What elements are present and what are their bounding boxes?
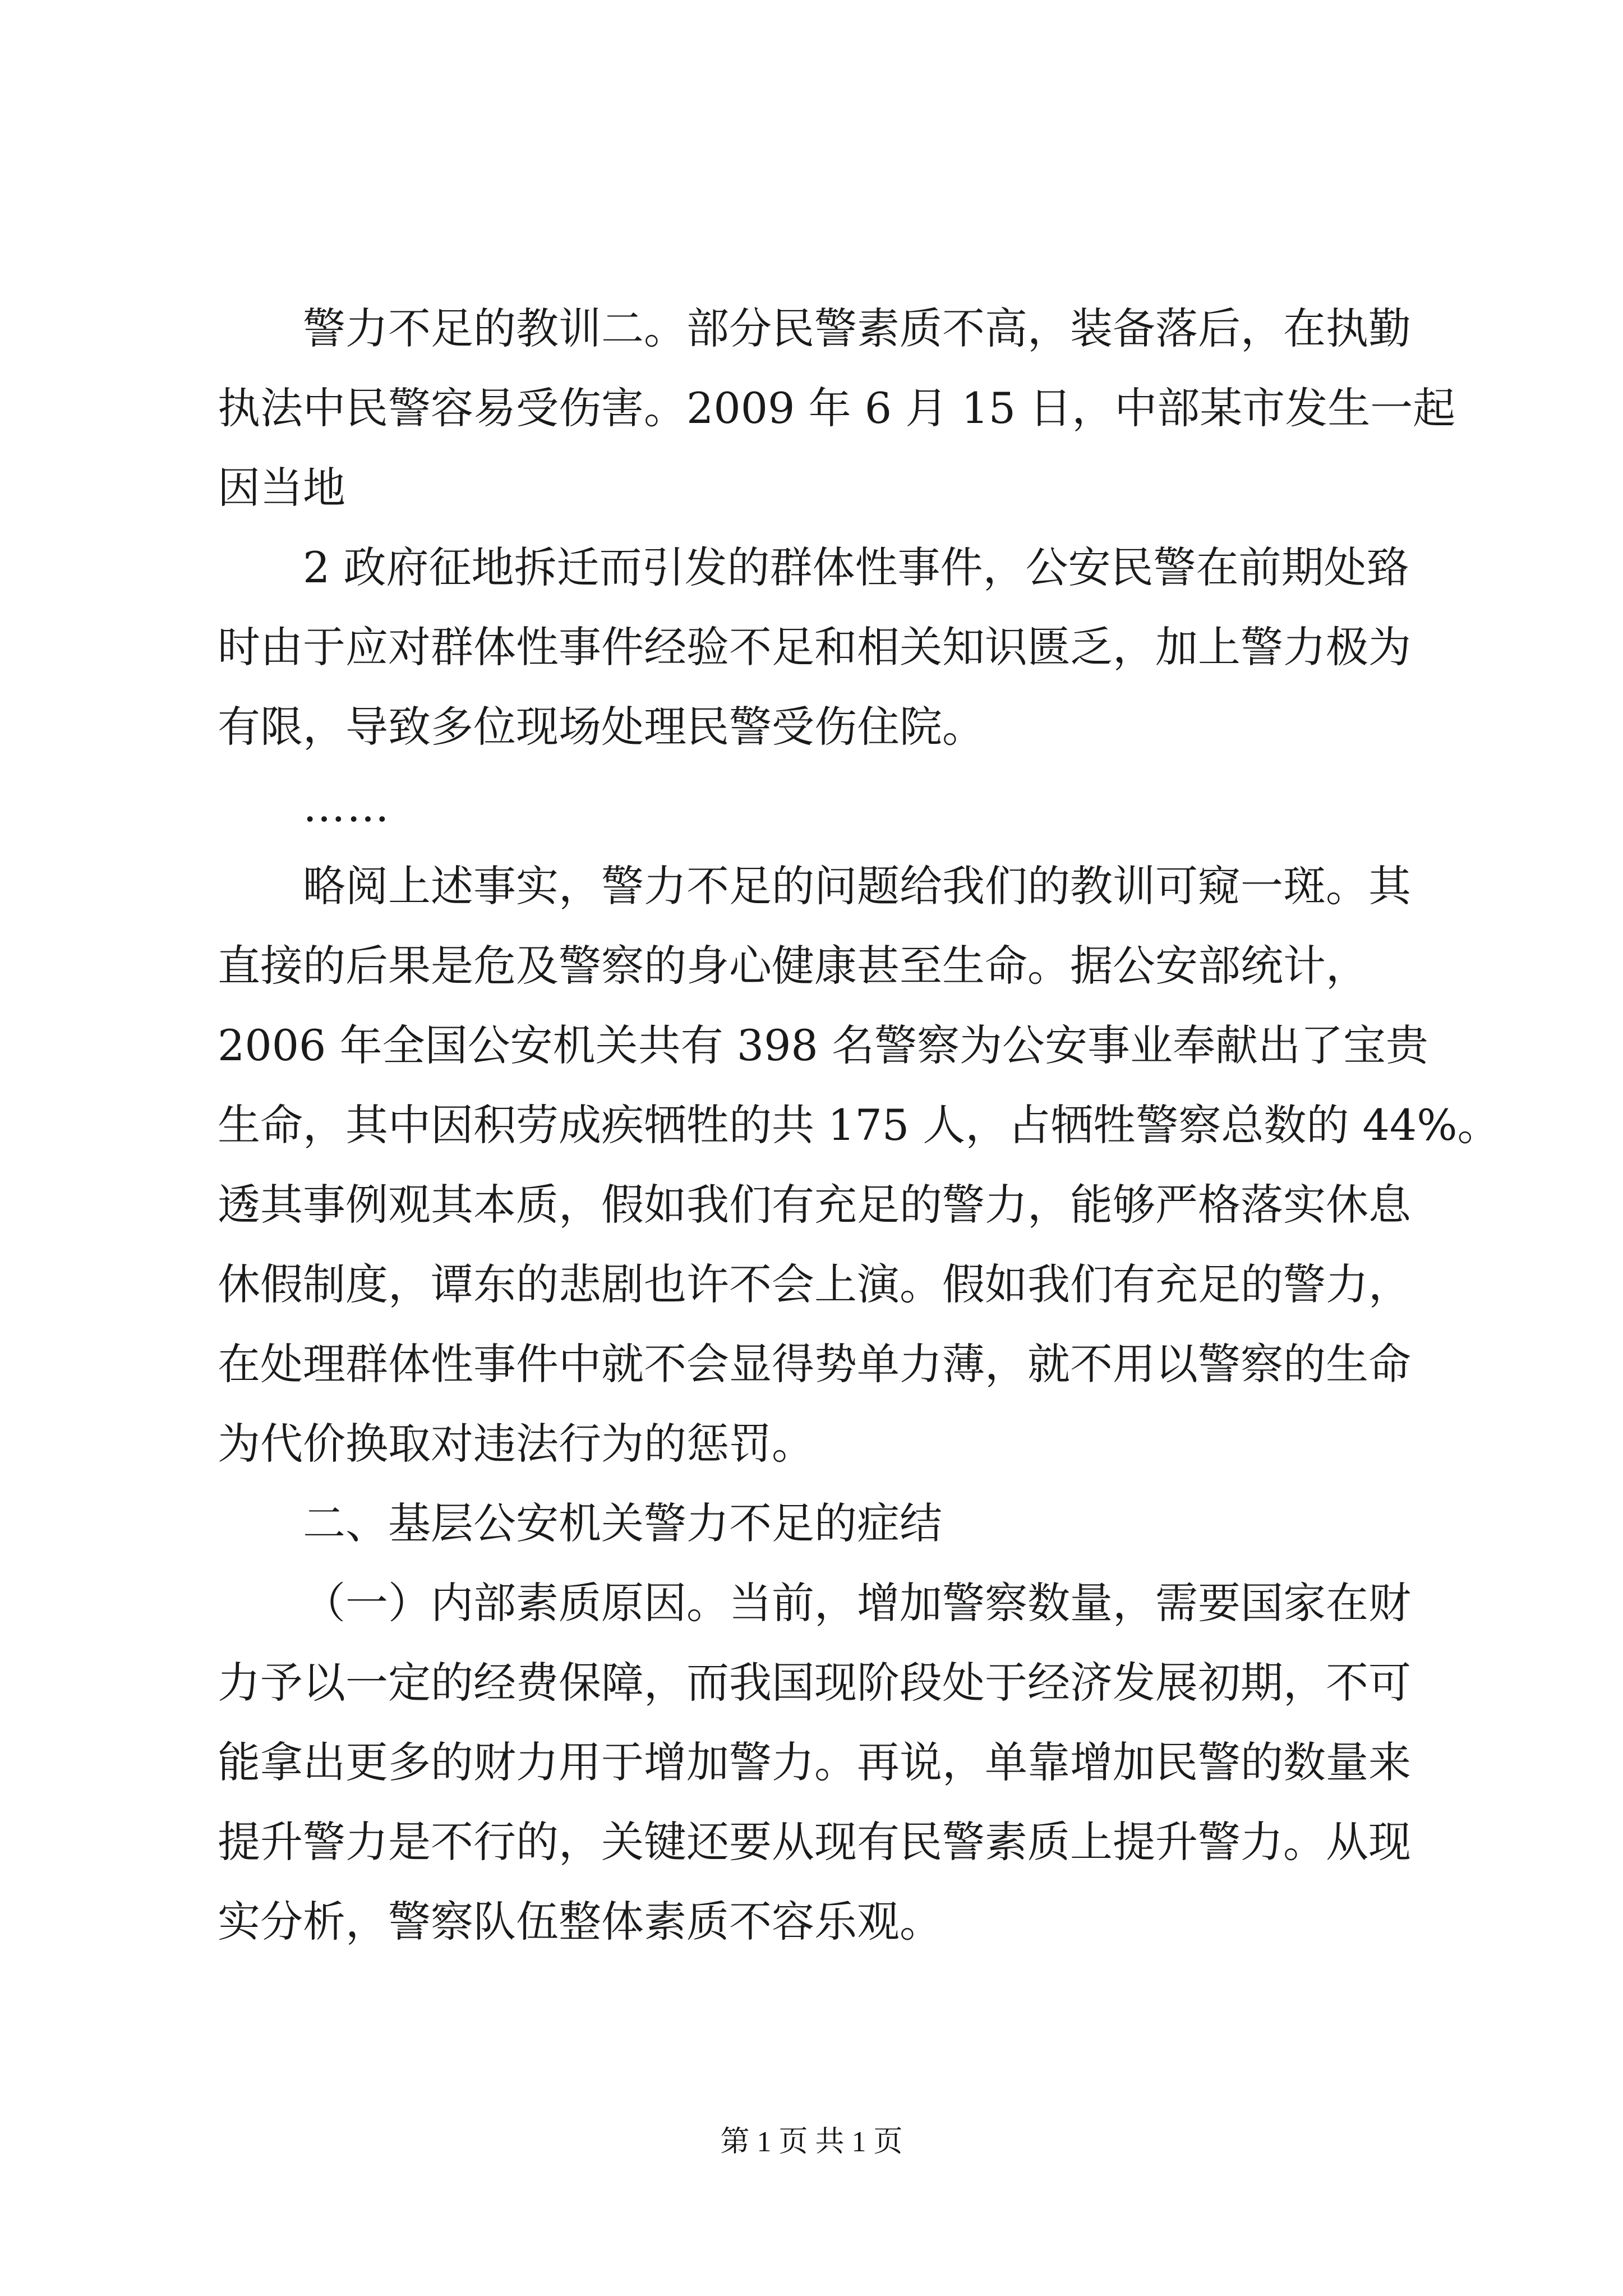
text-line: 警力不足的教训二。部分民警素质不高，装备落后，在执勤 [303,303,1411,353]
text-line: 在处理群体性事件中就不会显得势单力薄，就不用以警察的生命 [218,1339,1411,1389]
text-line: 透其事例观其本质，假如我们有充足的警力，能够严格落实休息 [218,1180,1411,1230]
text-line: 力予以一定的经费保障，而我国现阶段处于经济发展初期，不可 [218,1658,1411,1708]
ellipsis-line: …… [303,781,390,831]
text-line: 有限，导致多位现场处理民警受伤住院。 [218,702,985,752]
text-line: 执法中民警容易受伤害。2009 年 6 月 15 日，中部某市发生一起 [218,383,1456,433]
text-line: 2 政府征地拆迁而引发的群体性事件，公安民警在前期处臵 [303,542,1409,592]
text-line: 因当地 [218,463,345,513]
subsection-heading-line: （一）内部素质原因。当前，增加警察数量，需要国家在财 [303,1578,1411,1628]
text-line: 2006 年全国公安机关共有 398 名警察为公安事业奉献出了宝贵 [218,1020,1428,1070]
text-line: 实分析，警察队伍整体素质不容乐观。 [218,1897,942,1947]
text-line: 为代价换取对违法行为的惩罚。 [218,1419,814,1469]
text-line: 略阅上述事实，警力不足的问题给我们的教训可窥一斑。其 [303,861,1411,911]
text-line: 提升警力是不行的，关键还要从现有民警素质上提升警力。从现 [218,1817,1411,1867]
section-heading: 二、基层公安机关警力不足的症结 [303,1498,942,1548]
text-line: 生命，其中因积劳成疾牺牲的共 175 人，占牺牲警察总数的 44%。 [218,1100,1500,1150]
body-text [218,289,1500,1962]
text-line: 时由于应对群体性事件经验不足和相关知识匮乏，加上警力极为 [218,622,1411,672]
text-line: 直接的后果是危及警察的身心健康甚至生命。据公安部统计， [218,941,1368,991]
text-line: 休假制度，谭东的悲剧也许不会上演。假如我们有充足的警力， [218,1259,1411,1309]
text-line: 能拿出更多的财力用于增加警力。再说，单靠增加民警的数量来 [218,1737,1411,1787]
page-footer: 第 1 页 共 1 页 [720,2126,903,2158]
